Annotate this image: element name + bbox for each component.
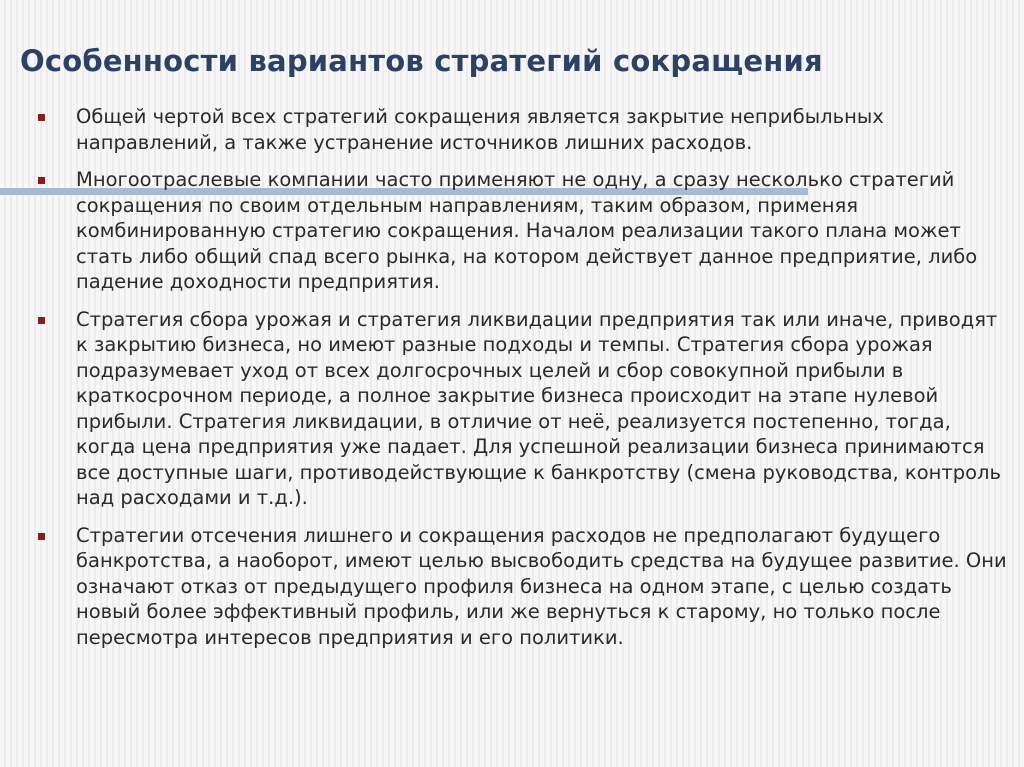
bullet-list <box>38 104 1008 662</box>
bullet-item <box>38 523 1008 651</box>
bullet-text: Общей чертой всех стратегий сокращения является закрытие неприбыльных направлений, а также устранение источников лишних расходов. <box>76 105 884 154</box>
square-bullet-icon <box>38 114 45 121</box>
bullet-text: Стратегии отсечения лишнего и сокращения расходов не предполагают будущего банкротства, а наоборот, имеют целью высвободить средства на будущее развитие. Они означают отказ от предыдущего профиля бизнеса на одном этапе, с целью создать новый более эффективный профиль, или же вернуться к старому, но только после пересмотра интересов предприятия и его политики. <box>76 523 1007 649</box>
square-bullet-icon <box>38 317 45 324</box>
bullet-text: Стратегия сбора урожая и стратегия ликвидации предприятия так или иначе, приводят к закрытию бизнеса, но имеют разные подходы и темпы. Стратегия сбора урожая подразумевает уход от всех долгосрочных целей и сбор совокупной прибыли в краткосрочном периоде, а полное закрытие бизнеса происходит на этапе нулевой прибыли. Стратегия ликвидации, в отличие от неё, реализуется постепенно, тогда, когда цена предприятия уже падает. Для успешной реализации бизнеса принимаются все доступные шаги, противодействующие к банкротству (смена руководства, контроль над расходами и т.д.). <box>76 307 1001 509</box>
slide-title: Особенности вариантов стратегий сокращения <box>20 44 823 78</box>
square-bullet-icon <box>38 177 45 184</box>
bullet-text: Многоотраслевые компании часто применяют не одну, а сразу несколько стратегий сокращения по своим отдельным направлениям, таким образом, применяя комбинированную стратегию сокращения. Началом реализации такого плана может стать либо общий спад всего рынка, на котором действует данное предприятие, либо падение доходности предприятия. <box>76 168 978 293</box>
bullet-item <box>38 167 1008 295</box>
square-bullet-icon <box>38 533 45 540</box>
bullet-item <box>38 104 1008 155</box>
bullet-item <box>38 307 1008 511</box>
